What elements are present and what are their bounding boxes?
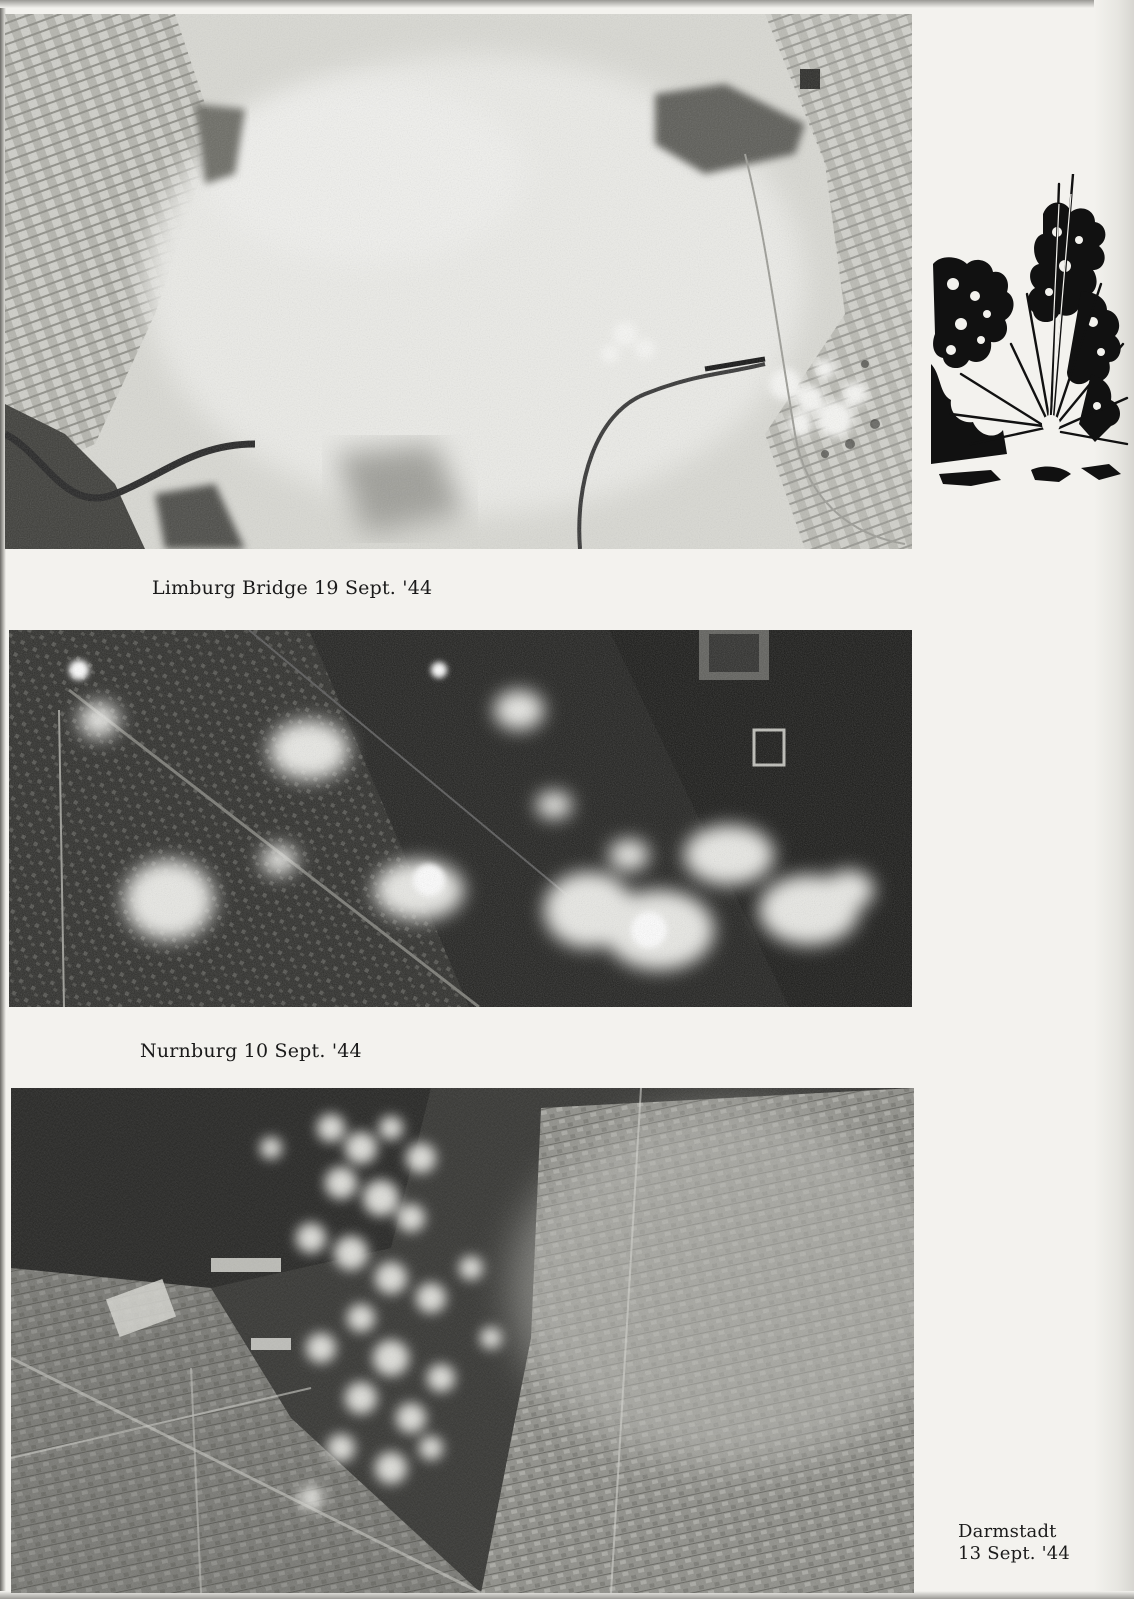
- caption-limburg-bridge: Limburg Bridge 19 Sept. '44: [152, 577, 433, 599]
- aerial-photo-nurnburg: [9, 630, 912, 1007]
- aerial-photo-darmstadt: [11, 1088, 914, 1593]
- aerial-photo-limburg-bridge: [5, 14, 912, 549]
- explosion-illustration-icon: [931, 174, 1129, 490]
- caption-darmstadt-place: Darmstadt: [958, 1521, 1057, 1542]
- page-edge-shadow-top: [0, 0, 1134, 8]
- caption-nurnburg: Nurnburg 10 Sept. '44: [140, 1040, 362, 1062]
- caption-darmstadt-date: 13 Sept. '44: [958, 1543, 1071, 1564]
- caption-darmstadt: [958, 1521, 1070, 1565]
